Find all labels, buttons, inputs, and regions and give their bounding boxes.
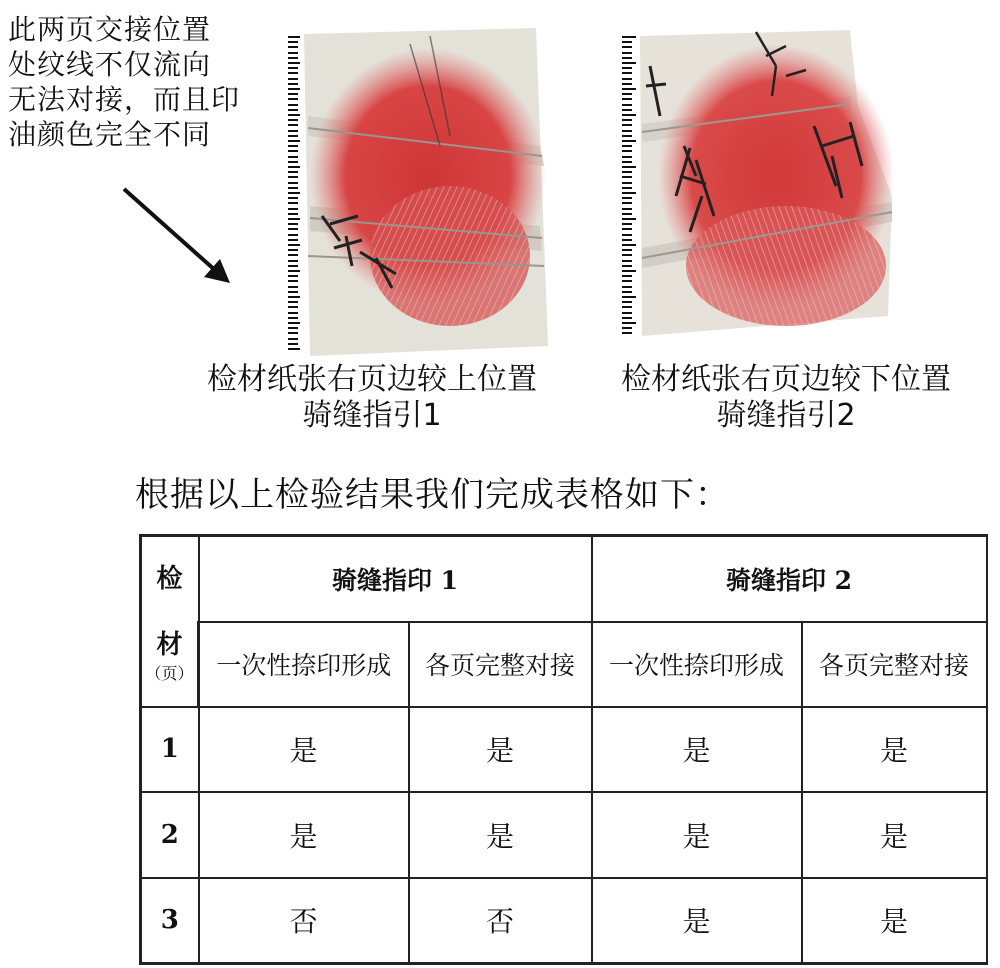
ruler-tick [288, 332, 298, 334]
ruler-tick [622, 280, 632, 282]
ruler-tick [622, 98, 632, 100]
ruler-tick [288, 239, 298, 241]
ruler-tick [622, 124, 632, 126]
ruler-tick [622, 306, 632, 308]
ruler-tick [288, 306, 298, 308]
ruler-tick [622, 182, 632, 184]
ruler-tick [622, 291, 632, 293]
fingerprint-photo-1 [300, 26, 552, 356]
ruler-tick [288, 161, 298, 163]
ruler-tick [622, 301, 632, 303]
table-row [141, 707, 987, 792]
photo-caption-1 [182, 362, 562, 434]
ruler-tick [288, 208, 298, 210]
ruler-tick [622, 213, 632, 215]
page-number-cell: 3 [141, 878, 199, 964]
annotation-line: 无法对接，而且印 [8, 83, 241, 116]
result-cell: 是 [199, 792, 409, 878]
caption-line: 骑缝指引2 [716, 398, 856, 433]
ruler-tick [622, 109, 632, 111]
ruler-tick [288, 187, 298, 189]
ruler-tick [288, 78, 298, 80]
ruler-tick [622, 119, 632, 121]
page-number-cell: 1 [141, 707, 199, 792]
specimen-header [141, 536, 199, 707]
ruler-tick [288, 41, 298, 43]
ruler-tick [288, 109, 298, 111]
ruler-tick [622, 57, 632, 59]
ruler-tick [622, 171, 632, 173]
ruler-tick [622, 72, 632, 74]
ruler-tick [288, 156, 298, 158]
annotation-line: 此两页交接位置 [8, 13, 212, 46]
annotation-line: 处纹线不仅流向 [8, 48, 212, 81]
annotation-text [8, 12, 288, 152]
ruler-tick [288, 301, 298, 303]
ruler-tick [288, 254, 298, 256]
table-row [141, 878, 987, 964]
ruler-tick [288, 286, 298, 288]
ruler-tick [622, 161, 632, 163]
specimen-unit: （页） [145, 664, 194, 684]
ruler-tick [622, 93, 632, 95]
ruler-tick [288, 67, 298, 69]
ruler-tick [288, 171, 298, 173]
ruler-tick [288, 145, 298, 147]
fingerprint-photo-2 [636, 26, 894, 344]
ruler-tick [622, 249, 632, 251]
result-cell: 是 [802, 707, 987, 792]
ruler-tick [288, 249, 298, 251]
ruler-tick [622, 130, 632, 132]
result-cell: 是 [592, 878, 802, 964]
ruler-tick [288, 228, 298, 230]
pointer-arrow-icon [120, 185, 240, 290]
ruler-tick [288, 46, 298, 48]
ruler-tick [288, 119, 298, 121]
group-header: 骑缝指印 2 [592, 536, 987, 622]
ruler-tick [622, 83, 632, 85]
ruler-tick [622, 187, 632, 189]
ruler-tick [622, 197, 632, 199]
ruler-tick [288, 130, 298, 132]
ruler-tick [622, 286, 632, 288]
result-cell: 否 [409, 878, 592, 964]
ruler-tick [622, 156, 632, 158]
ruler-tick [622, 150, 632, 152]
ruler-tick [288, 317, 298, 319]
page-number-cell: 2 [141, 792, 199, 878]
ruler-tick [622, 223, 632, 225]
specimen-header-char: 材 [156, 630, 183, 661]
ruler-tick [622, 228, 632, 230]
intro-text: 根据以上检验结果我们完成表格如下： [135, 475, 730, 515]
specimen-header-char: 检 [156, 564, 183, 595]
ruler-tick [622, 265, 632, 267]
ruler-tick [288, 52, 298, 54]
ruler-tick [288, 280, 298, 282]
subheader-cell: 各页完整对接 [802, 622, 987, 707]
ruler-tick [288, 234, 298, 236]
ruler-tick [622, 78, 632, 80]
ruler-tick [622, 208, 632, 210]
ruler-tick [288, 182, 298, 184]
ruler-tick [622, 275, 632, 277]
ruler-tick [288, 202, 298, 204]
ruler-tick [622, 67, 632, 69]
ruler-tick [288, 72, 298, 74]
result-cell: 是 [802, 878, 987, 964]
result-cell: 是 [592, 707, 802, 792]
ruler-tick [622, 239, 632, 241]
group-header: 骑缝指印 1 [199, 536, 592, 622]
ruler-tick [288, 223, 298, 225]
ruler-tick [288, 176, 298, 178]
ruler-tick [288, 213, 298, 215]
ruler-tick [288, 312, 298, 314]
ruler-tick [288, 265, 298, 267]
caption-line: 检材纸张右页边较下位置 [621, 362, 951, 397]
ruler-tick [288, 338, 298, 340]
ruler-tick [622, 332, 632, 334]
ruler-tick [288, 197, 298, 199]
ruler-tick [288, 291, 298, 293]
ruler-tick [288, 275, 298, 277]
ruler-tick [622, 52, 632, 54]
result-cell: 是 [409, 792, 592, 878]
ruler-tick [288, 57, 298, 59]
ruler-tick [622, 176, 632, 178]
ruler-tick [288, 124, 298, 126]
photo-caption-2 [596, 362, 976, 434]
caption-line: 骑缝指引1 [302, 398, 442, 433]
ruler-tick [288, 93, 298, 95]
annotation-line: 油颜色完全不同 [8, 118, 212, 151]
ruler-tick [622, 327, 632, 329]
ruler-tick [288, 343, 298, 345]
ruler-tick [288, 327, 298, 329]
result-cell: 是 [802, 792, 987, 878]
result-cell: 是 [199, 707, 409, 792]
ruler-tick [288, 135, 298, 137]
ruler-tick [622, 317, 632, 319]
ruler-tick [622, 46, 632, 48]
ruler-tick [622, 234, 632, 236]
ruler-tick [288, 98, 298, 100]
result-cell: 是 [409, 707, 592, 792]
ruler-tick [622, 104, 632, 106]
ruler-tick [622, 145, 632, 147]
ruler-tick [288, 260, 298, 262]
ruler-tick [622, 41, 632, 43]
ruler-tick [622, 260, 632, 262]
result-cell: 是 [592, 792, 802, 878]
table-row [141, 792, 987, 878]
ruler-tick [622, 135, 632, 137]
result-table [139, 534, 988, 965]
ruler-tick [622, 254, 632, 256]
ruler-tick [288, 150, 298, 152]
ruler-tick [288, 83, 298, 85]
subheader-cell: 一次性捺印形成 [592, 622, 802, 707]
ruler-tick [288, 104, 298, 106]
ruler-tick [622, 202, 632, 204]
result-cell: 否 [199, 878, 409, 964]
subheader-cell: 各页完整对接 [409, 622, 592, 707]
subheader-cell: 一次性捺印形成 [199, 622, 409, 707]
ruler-tick [622, 312, 632, 314]
caption-line: 检材纸张右页边较上位置 [207, 362, 537, 397]
